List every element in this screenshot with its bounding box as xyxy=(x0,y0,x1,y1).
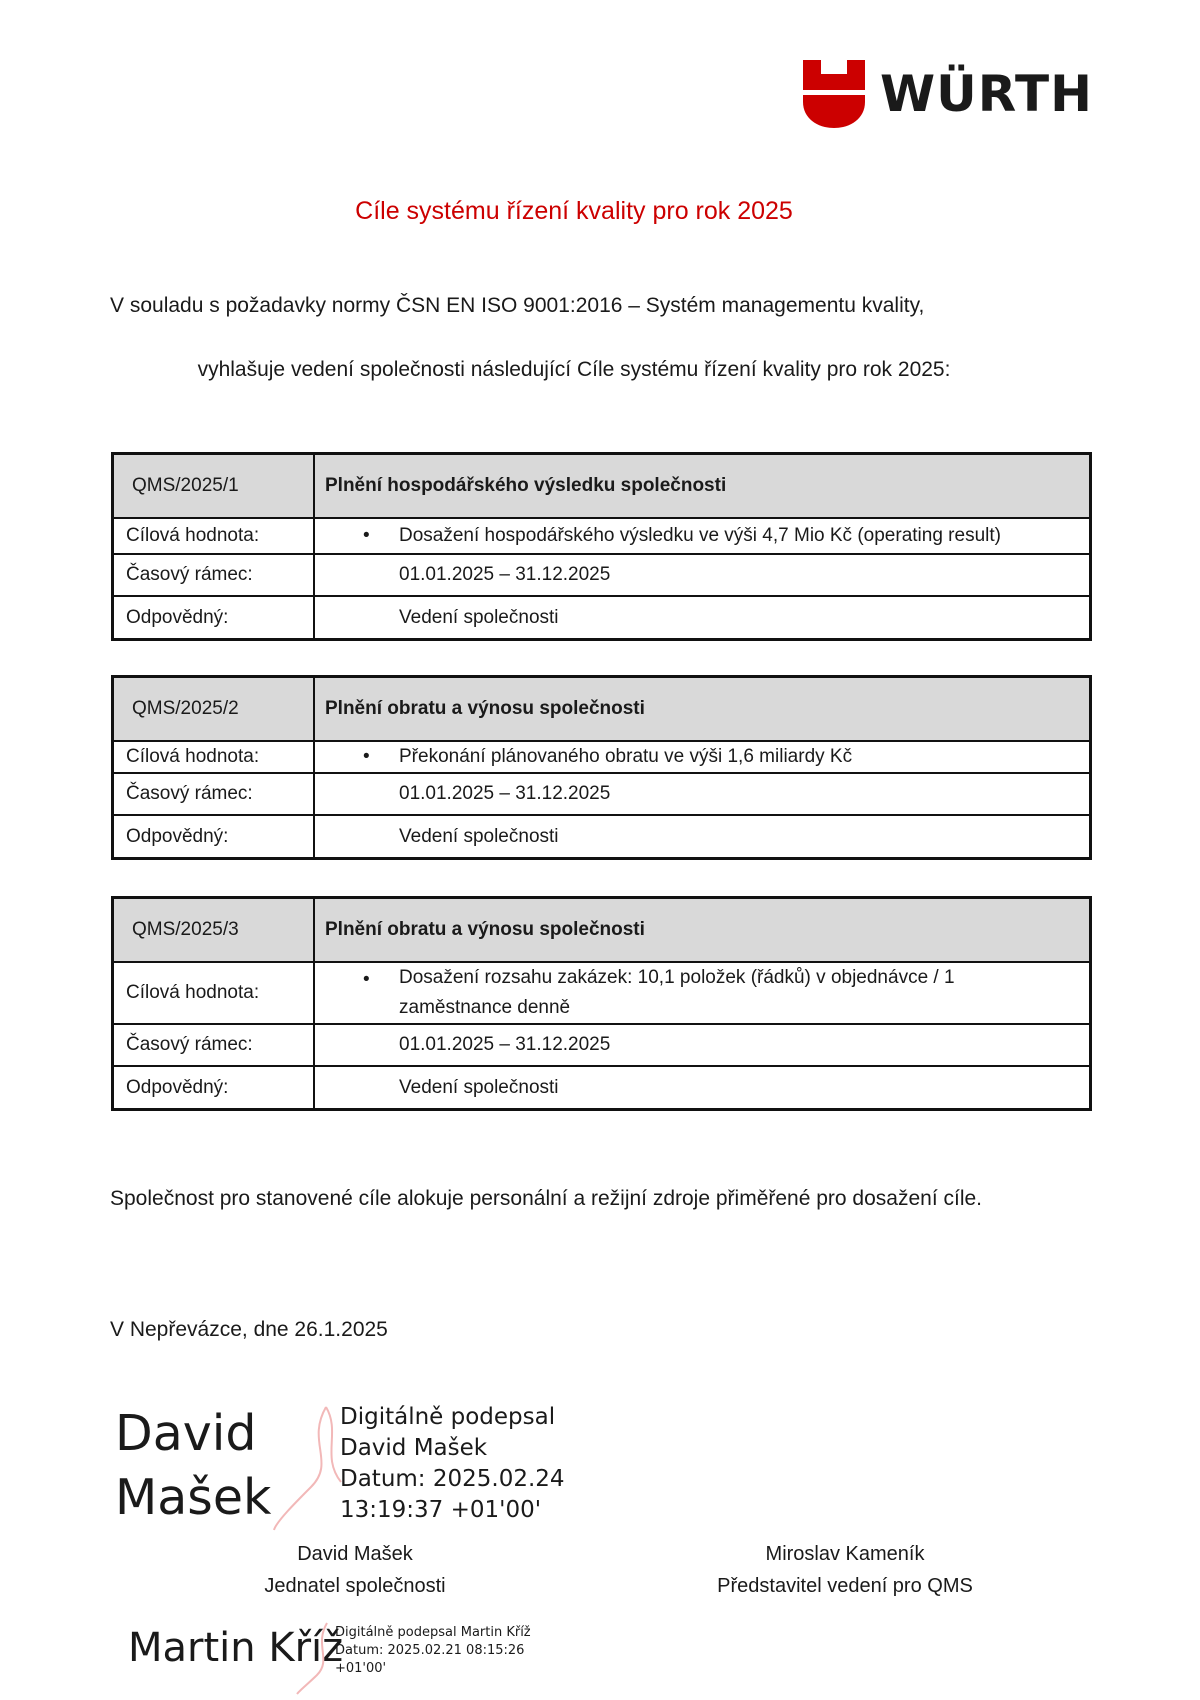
cert-line: Datum: 2025.02.24 xyxy=(340,1466,565,1492)
signatory-role-2: Představitel vedení pro QMS xyxy=(717,1575,973,1597)
target-label: Cílová hodnota: xyxy=(114,518,314,554)
timeframe-label: Časový rámec: xyxy=(114,554,314,596)
wurth-logo xyxy=(803,60,1103,130)
goal-target-line-1: Dosažení rozsahu zakázek: 10,1 položek (řádků) v objednávce / 1 xyxy=(399,967,955,988)
goal-table-1 xyxy=(111,452,1092,641)
bullet-icon: • xyxy=(363,746,370,767)
cert-line: Digitálně podepsal xyxy=(340,1404,556,1430)
goal-title: Plnění hospodářského výsledku společnosti xyxy=(314,455,1089,518)
responsible-label: Odpovědný: xyxy=(114,815,314,857)
responsible-label: Odpovědný: xyxy=(114,596,314,638)
responsible-label: Odpovědný: xyxy=(114,1066,314,1108)
cert-line: +01'00' xyxy=(335,1661,387,1676)
goal-title: Plnění obratu a výnosu společnosti xyxy=(314,899,1089,962)
target-label: Cílová hodnota: xyxy=(114,741,314,773)
goal-table-2 xyxy=(111,675,1092,860)
bullet-icon: • xyxy=(363,969,370,990)
digital-signature-info-2 xyxy=(335,1624,531,1678)
goal-timeframe: 01.01.2025 – 31.12.2025 xyxy=(314,1024,1089,1066)
intro-line-2: vyhlašuje vedení společnosti následující Cíle systému řízení kvality pro rok 2025: xyxy=(197,358,951,381)
goal-title: Plnění obratu a výnosu společnosti xyxy=(314,678,1089,741)
goal-target: Dosažení hospodářského výsledku ve výši 4,7 Mio Kč (operating result) xyxy=(399,525,1001,546)
signatory-role-1: Jednatel společnosti xyxy=(264,1575,446,1597)
cert-line: Digitálně podepsal Martin Kříž xyxy=(335,1625,531,1640)
goal-code: QMS/2025/3 xyxy=(114,899,314,962)
wurth-logo-icon xyxy=(803,60,865,130)
goal-timeframe: 01.01.2025 – 31.12.2025 xyxy=(314,773,1089,815)
signature-first-name: David xyxy=(115,1405,257,1462)
cert-line: Datum: 2025.02.21 08:15:26 xyxy=(335,1643,525,1658)
goal-code: QMS/2025/2 xyxy=(114,678,314,741)
place-date: V Nepřevázce, dne 26.1.2025 xyxy=(110,1318,388,1341)
resources-statement: Společnost pro stanovené cíle alokuje personální a režijní zdroje přiměřené pro dosažení cíle. xyxy=(110,1187,983,1210)
goal-responsible: Vedení společnosti xyxy=(399,825,559,847)
cert-line: David Mašek xyxy=(340,1435,488,1461)
timeframe-label: Časový rámec: xyxy=(114,1024,314,1066)
logo-wordmark: WÜRTH xyxy=(880,65,1093,123)
signature-handwritten xyxy=(115,1402,271,1530)
signature-handwritten-2: Martin Kříž xyxy=(128,1625,344,1671)
cert-line: 13:19:37 +01'00' xyxy=(340,1497,542,1523)
goal-target: Překonání plánovaného obratu ve výši 1,6 miliardy Kč xyxy=(399,746,853,767)
target-label: Cílová hodnota: xyxy=(114,962,314,1024)
goal-target-line-2: zaměstnance denně xyxy=(399,997,571,1018)
signatory-name-1: David Mašek xyxy=(297,1543,413,1565)
goal-timeframe: 01.01.2025 – 31.12.2025 xyxy=(314,554,1089,596)
intro-line-1: V souladu s požadavky normy ČSN EN ISO 9001:2016 – Systém managementu kvality, xyxy=(110,294,925,317)
signatory-name-2: Miroslav Kameník xyxy=(765,1543,925,1565)
signature-last-name: Mašek xyxy=(115,1469,272,1526)
bullet-icon: • xyxy=(363,525,370,546)
page-title: Cíle systému řízení kvality pro rok 2025 xyxy=(355,197,793,225)
goal-table-3 xyxy=(111,896,1092,1111)
digital-signature-info xyxy=(340,1402,565,1526)
goal-responsible: Vedení společnosti xyxy=(399,1076,559,1098)
timeframe-label: Časový rámec: xyxy=(114,773,314,815)
goal-responsible: Vedení společnosti xyxy=(399,606,559,628)
goal-code: QMS/2025/1 xyxy=(114,455,314,518)
